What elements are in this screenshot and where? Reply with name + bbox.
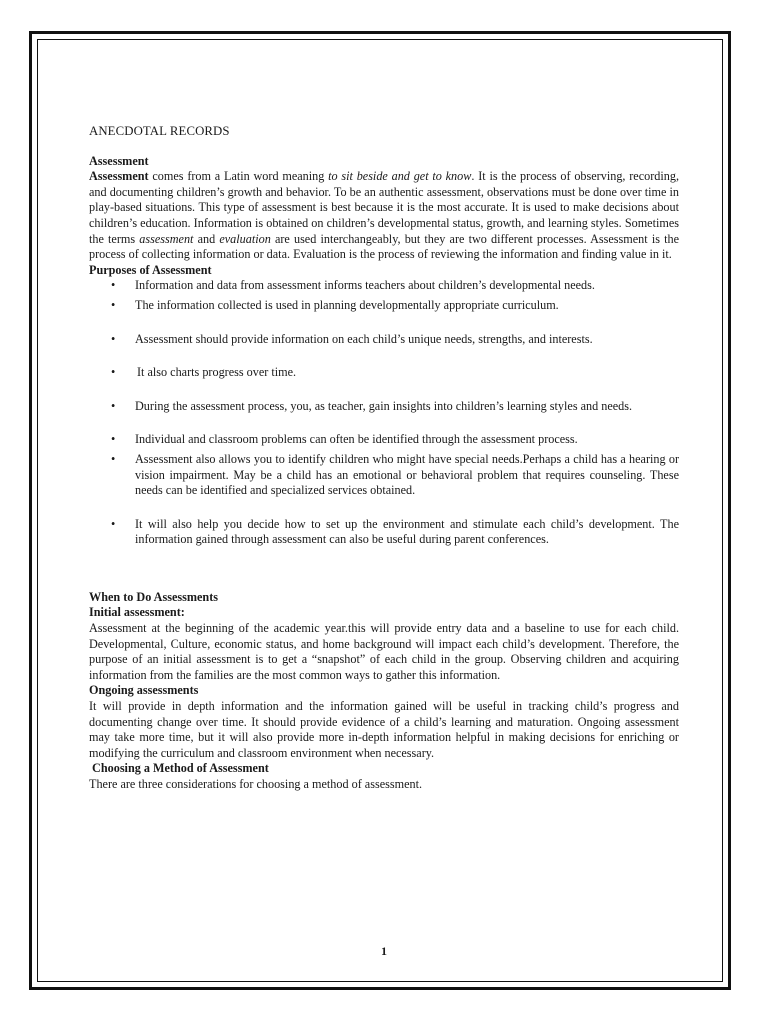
list-item: [89, 278, 679, 294]
list-item-text: Information and data from assessment informs teachers about children’s developmental needs.: [135, 278, 595, 293]
assessment-lead-term: Assessment: [89, 169, 149, 184]
bullet-icon: •: [111, 398, 116, 413]
bullet-icon: •: [111, 278, 116, 293]
assessment-italic-1: to sit beside and get to know: [328, 169, 472, 184]
list-item-text: Assessment should provide information on each child’s unique needs, strengths, and interests.: [135, 331, 593, 346]
list-item: [89, 452, 679, 499]
initial-assessment-heading: Initial assessment:: [89, 605, 185, 620]
list-item: [89, 298, 679, 314]
list-item-text: It will also help you decide how to set up the environment and stimulate each child’s development. The information gained through assessment can also be useful during parent conferences.: [135, 516, 679, 547]
assessment-text-1: comes from a Latin word meaning: [148, 169, 329, 184]
initial-assessment-paragraph: Assessment at the beginning of the academic year.this will provide entry data and a baseline to use for each child. Developmental, Culture, economic status, and home background will impact each child’s development. Therefore, the purpose of an initial assessment is to get a “snapshot” of each child in the group. Observing children and acquiring information from the families are the most common ways to gather this information.: [89, 621, 679, 682]
purposes-list: [89, 278, 679, 548]
list-item: [89, 517, 679, 548]
assessment-italic-3: evaluation: [219, 231, 271, 246]
list-item: [89, 365, 679, 381]
list-item-text: Individual and classroom problems can often be identified through the assessment process.: [135, 432, 578, 447]
bullet-icon: •: [111, 516, 116, 531]
list-item: [89, 432, 679, 448]
assessment-text-3: and: [193, 231, 220, 246]
assessment-text-4: are used interchangeably, but they are two different processes. Assessment is the process of collecting information or data. Evaluation is the process of reviewing the information and finding value in it.: [89, 231, 679, 262]
assessment-heading: Assessment: [89, 153, 149, 168]
list-item-text: Assessment also allows you to identify children who might have special needs.Perhaps a child has a hearing or vision impairment. May be a child has an emotional or behavioral problem that requires counseling. These needs can be identified and specialized services obtained.: [135, 451, 679, 498]
bullet-icon: •: [111, 432, 116, 447]
when-heading: When to Do Assessments: [89, 589, 218, 604]
document-title: ANECDOTAL RECORDS: [89, 124, 230, 138]
page-number: 1: [381, 944, 387, 958]
list-item-text: The information collected is used in planning developmentally appropriate curriculum.: [135, 297, 559, 312]
assessment-italic-2: assessment: [139, 231, 194, 246]
bullet-icon: •: [111, 297, 116, 312]
bullet-icon: •: [111, 331, 116, 346]
list-item-text: During the assessment process, you, as teacher, gain insights into children’s learning styles and needs.: [135, 398, 633, 413]
assessment-text-2: . It is the process of observing, recording, and documenting children’s growth and behavior. To be an authentic assessment, observations must be done over time in play-based situations. This type of assessment is best because it is the most accurate. It is used to make decisions about children’s education. Information is obtained on children’s developmental status, growth, and learning styles. Sometimes the terms: [89, 169, 679, 246]
list-item-text: It also charts progress over time.: [137, 365, 297, 380]
choosing-method-heading: Choosing a Method of Assessment: [89, 761, 269, 776]
assessment-paragraph: [89, 169, 679, 263]
purposes-heading: Purposes of Assessment: [89, 262, 212, 277]
ongoing-assessment-heading: Ongoing assessments: [89, 683, 199, 698]
choosing-method-paragraph: There are three considerations for choosing a method of assessment.: [89, 777, 423, 791]
list-item: [89, 399, 679, 415]
list-item: [89, 332, 679, 348]
bullet-icon: •: [111, 365, 116, 380]
document-body: [89, 124, 679, 793]
ongoing-assessment-paragraph: It will provide in depth information and the information gained will be useful in tracking child’s progress and documenting change over time. It should provide evidence of a child’s learning and maturation. Ongoing assessment may take more time, but it will also provide more in-depth information helpful in making decisions for enriching or modifying the curriculum and classroom environment when necessary.: [89, 699, 679, 760]
bullet-icon: •: [111, 451, 116, 466]
